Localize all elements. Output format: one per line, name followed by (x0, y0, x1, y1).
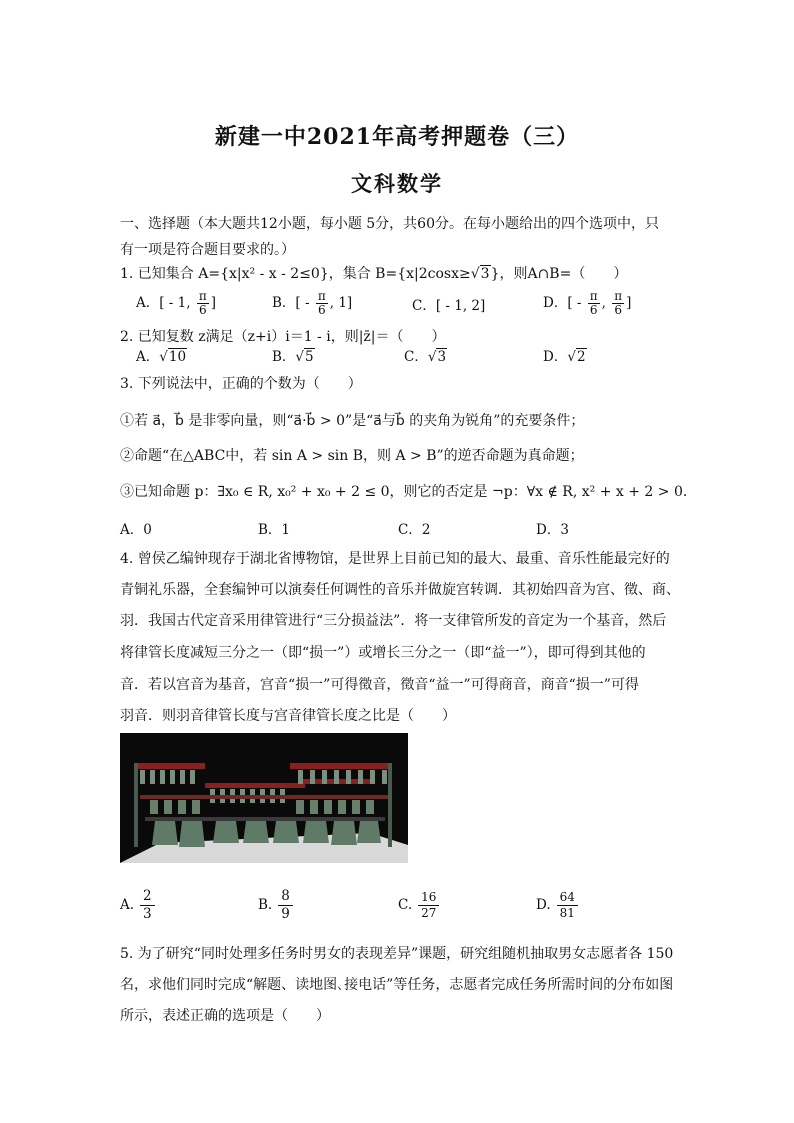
bianzhong-illustration (120, 733, 408, 863)
q2-stem: 2. 已知复数 z满足（z+i）i＝1 - i，则|z̄|＝（ ） (120, 329, 446, 345)
q1-option-c: C．[ - 1, 2] (412, 298, 486, 314)
fraction (140, 888, 155, 923)
q4-line-3: 羽．我国古代定音采用律管进行“三分损益法”．将一支律管所发的音定为一个基音，然后 (120, 613, 667, 629)
frac-den: 6 (198, 303, 207, 317)
frac-den: 6 (614, 303, 622, 317)
q2-option-b (272, 347, 315, 367)
opt-label: C. (398, 897, 413, 913)
q1-sqrt: √3 (470, 266, 490, 282)
q1-option-b (272, 290, 352, 317)
sqrt: √10 (159, 349, 187, 365)
sqrt: √2 (567, 349, 586, 365)
exam-title: 新建一中2021年高考押题卷（三） (214, 124, 580, 150)
opt-label: A. (120, 897, 135, 913)
frac-den: 9 (281, 906, 290, 922)
q1-option-b-post: , 1] (329, 295, 353, 311)
frac-den: 81 (559, 906, 575, 920)
q1-stem-text-a: 1. 已知集合 A={x|x² - x - 2≤0}，集合 B={x|2cosx≥ (120, 266, 471, 282)
q4-line-2: 青铜礼乐器，全套编钟可以演奏任何调性的音乐并做旋宫转调．其初始四音为宫、徵、商、 (120, 582, 680, 598)
q4-line-5: 音．若以宫音为基音，宫音“损一”可得徵音，徵音“益一”可得商音，商音“损一”可得 (120, 677, 639, 693)
frac-num: 16 (418, 890, 439, 906)
frac-num: π (317, 289, 326, 303)
radicand: 10 (168, 349, 187, 365)
q1-stem-text-b: }，则A∩B=（ ） (490, 266, 628, 282)
q3-statement-3: ③已知命题 p：∃x₀ ∈ R, x₀² + x₀ + 2 ≤ 0，则它的否定是 ¬p：∀x ∉ R, x² + x + 2 > 0． (120, 484, 697, 500)
q1-option-b-pre: B．[ - (272, 295, 310, 311)
radicand: 5 (305, 349, 314, 365)
frac-num: π (614, 289, 623, 303)
fraction (418, 890, 439, 921)
q4-option-d (536, 890, 578, 921)
q5-line-3: 所示，表述正确的选项是（ ） (120, 1008, 330, 1024)
q4-option-a (120, 888, 155, 923)
opt-label: A． (136, 349, 160, 365)
q3-option-c: C．2 (398, 522, 431, 538)
q3-statement-2: ②命题“在△ABC中，若 sin A > sin B，则 A > B”的逆否命题为真命题； (120, 448, 584, 464)
frac-num: π (589, 289, 598, 303)
opt-label: D． (543, 349, 568, 365)
opt-label: C． (404, 349, 428, 365)
q4-line-1: 4. 曾侯乙编钟现存于湖北省博物馆，是世界上目前已知的最大、最重、音乐性能最完好的 (120, 551, 670, 567)
q4-option-c (398, 890, 439, 921)
q3-statement-1: ①若 a⃗，b⃗ 是非零向量，则“a⃗·b⃗ > 0”是“a⃗与b⃗ 的夹角为锐角”的充要条件； (120, 413, 585, 429)
frac-den: 27 (421, 906, 437, 920)
section-heading-line1: 一、选择题（本大题共12小题，每小题 5分，共60分。在每小题给出的四个选项中，只 (120, 216, 659, 232)
frac-num: 64 (557, 890, 578, 906)
bianzhong-bells-photo (120, 733, 408, 863)
q4-line-6: 羽音．则羽音律管长度与宫音律管长度之比是（ ） (120, 708, 456, 724)
frac-den: 6 (317, 303, 326, 317)
q5-line-1: 5. 为了研究“同时处理多任务时男女的表现差异”课题，研究组随机抽取男女志愿者各 150 (120, 946, 674, 962)
q3-option-d: D．3 (536, 522, 569, 538)
frac-num: 8 (278, 888, 293, 906)
frac-den: 3 (143, 906, 152, 922)
q3-option-b: B．1 (258, 522, 291, 538)
q1-option-d-fraction1 (588, 290, 600, 317)
fraction (278, 888, 293, 923)
opt-label: B. (258, 897, 273, 913)
q1-option-b-fraction (316, 290, 328, 317)
frac-num: 2 (140, 888, 155, 906)
q1-option-a-pre: A．[ - 1, (136, 295, 191, 311)
q1-option-a-fraction (197, 290, 209, 317)
exam-subtitle: 文科数学 (351, 171, 443, 196)
sqrt: √3 (427, 349, 447, 365)
fraction (557, 890, 578, 921)
q3-stem: 3. 下列说法中，正确的个数为（ ） (120, 376, 362, 392)
radicand: 2 (576, 349, 586, 365)
q1-option-a-post: ] (210, 295, 217, 311)
q4-line-4: 将律管长度减短三分之一（即“损一”）或增长三分之一（即“益一”），即可得到其他的 (120, 645, 646, 661)
q1-stem (120, 264, 627, 284)
section-heading-line2: 有一项是符合题目要求的。） (120, 242, 295, 258)
q1-option-d-fraction2 (612, 290, 624, 317)
sqrt: √5 (295, 349, 314, 365)
q1-sqrt-radicand: 3 (480, 266, 490, 282)
q1-option-d-post: ] (626, 295, 632, 311)
q1-option-d-pre: D．[ - (543, 295, 582, 311)
q2-option-c (404, 347, 447, 367)
q2-option-a (136, 347, 187, 367)
frac-num: π (198, 289, 207, 303)
q5-line-2: 名，求他们同时完成“解题、读地图､接电话”等任务，志愿者完成任务所需时间的分布如图 (120, 977, 674, 993)
q4-option-b (258, 888, 293, 923)
q3-option-a: A．0 (120, 522, 152, 538)
opt-label: B． (272, 349, 296, 365)
q1-option-a (136, 290, 216, 317)
q1-option-d (543, 290, 631, 317)
q1-option-d-mid: , (601, 295, 606, 311)
opt-label: D. (536, 897, 551, 913)
q2-option-d (543, 347, 587, 367)
frac-den: 6 (589, 303, 598, 317)
radicand: 3 (437, 349, 447, 365)
